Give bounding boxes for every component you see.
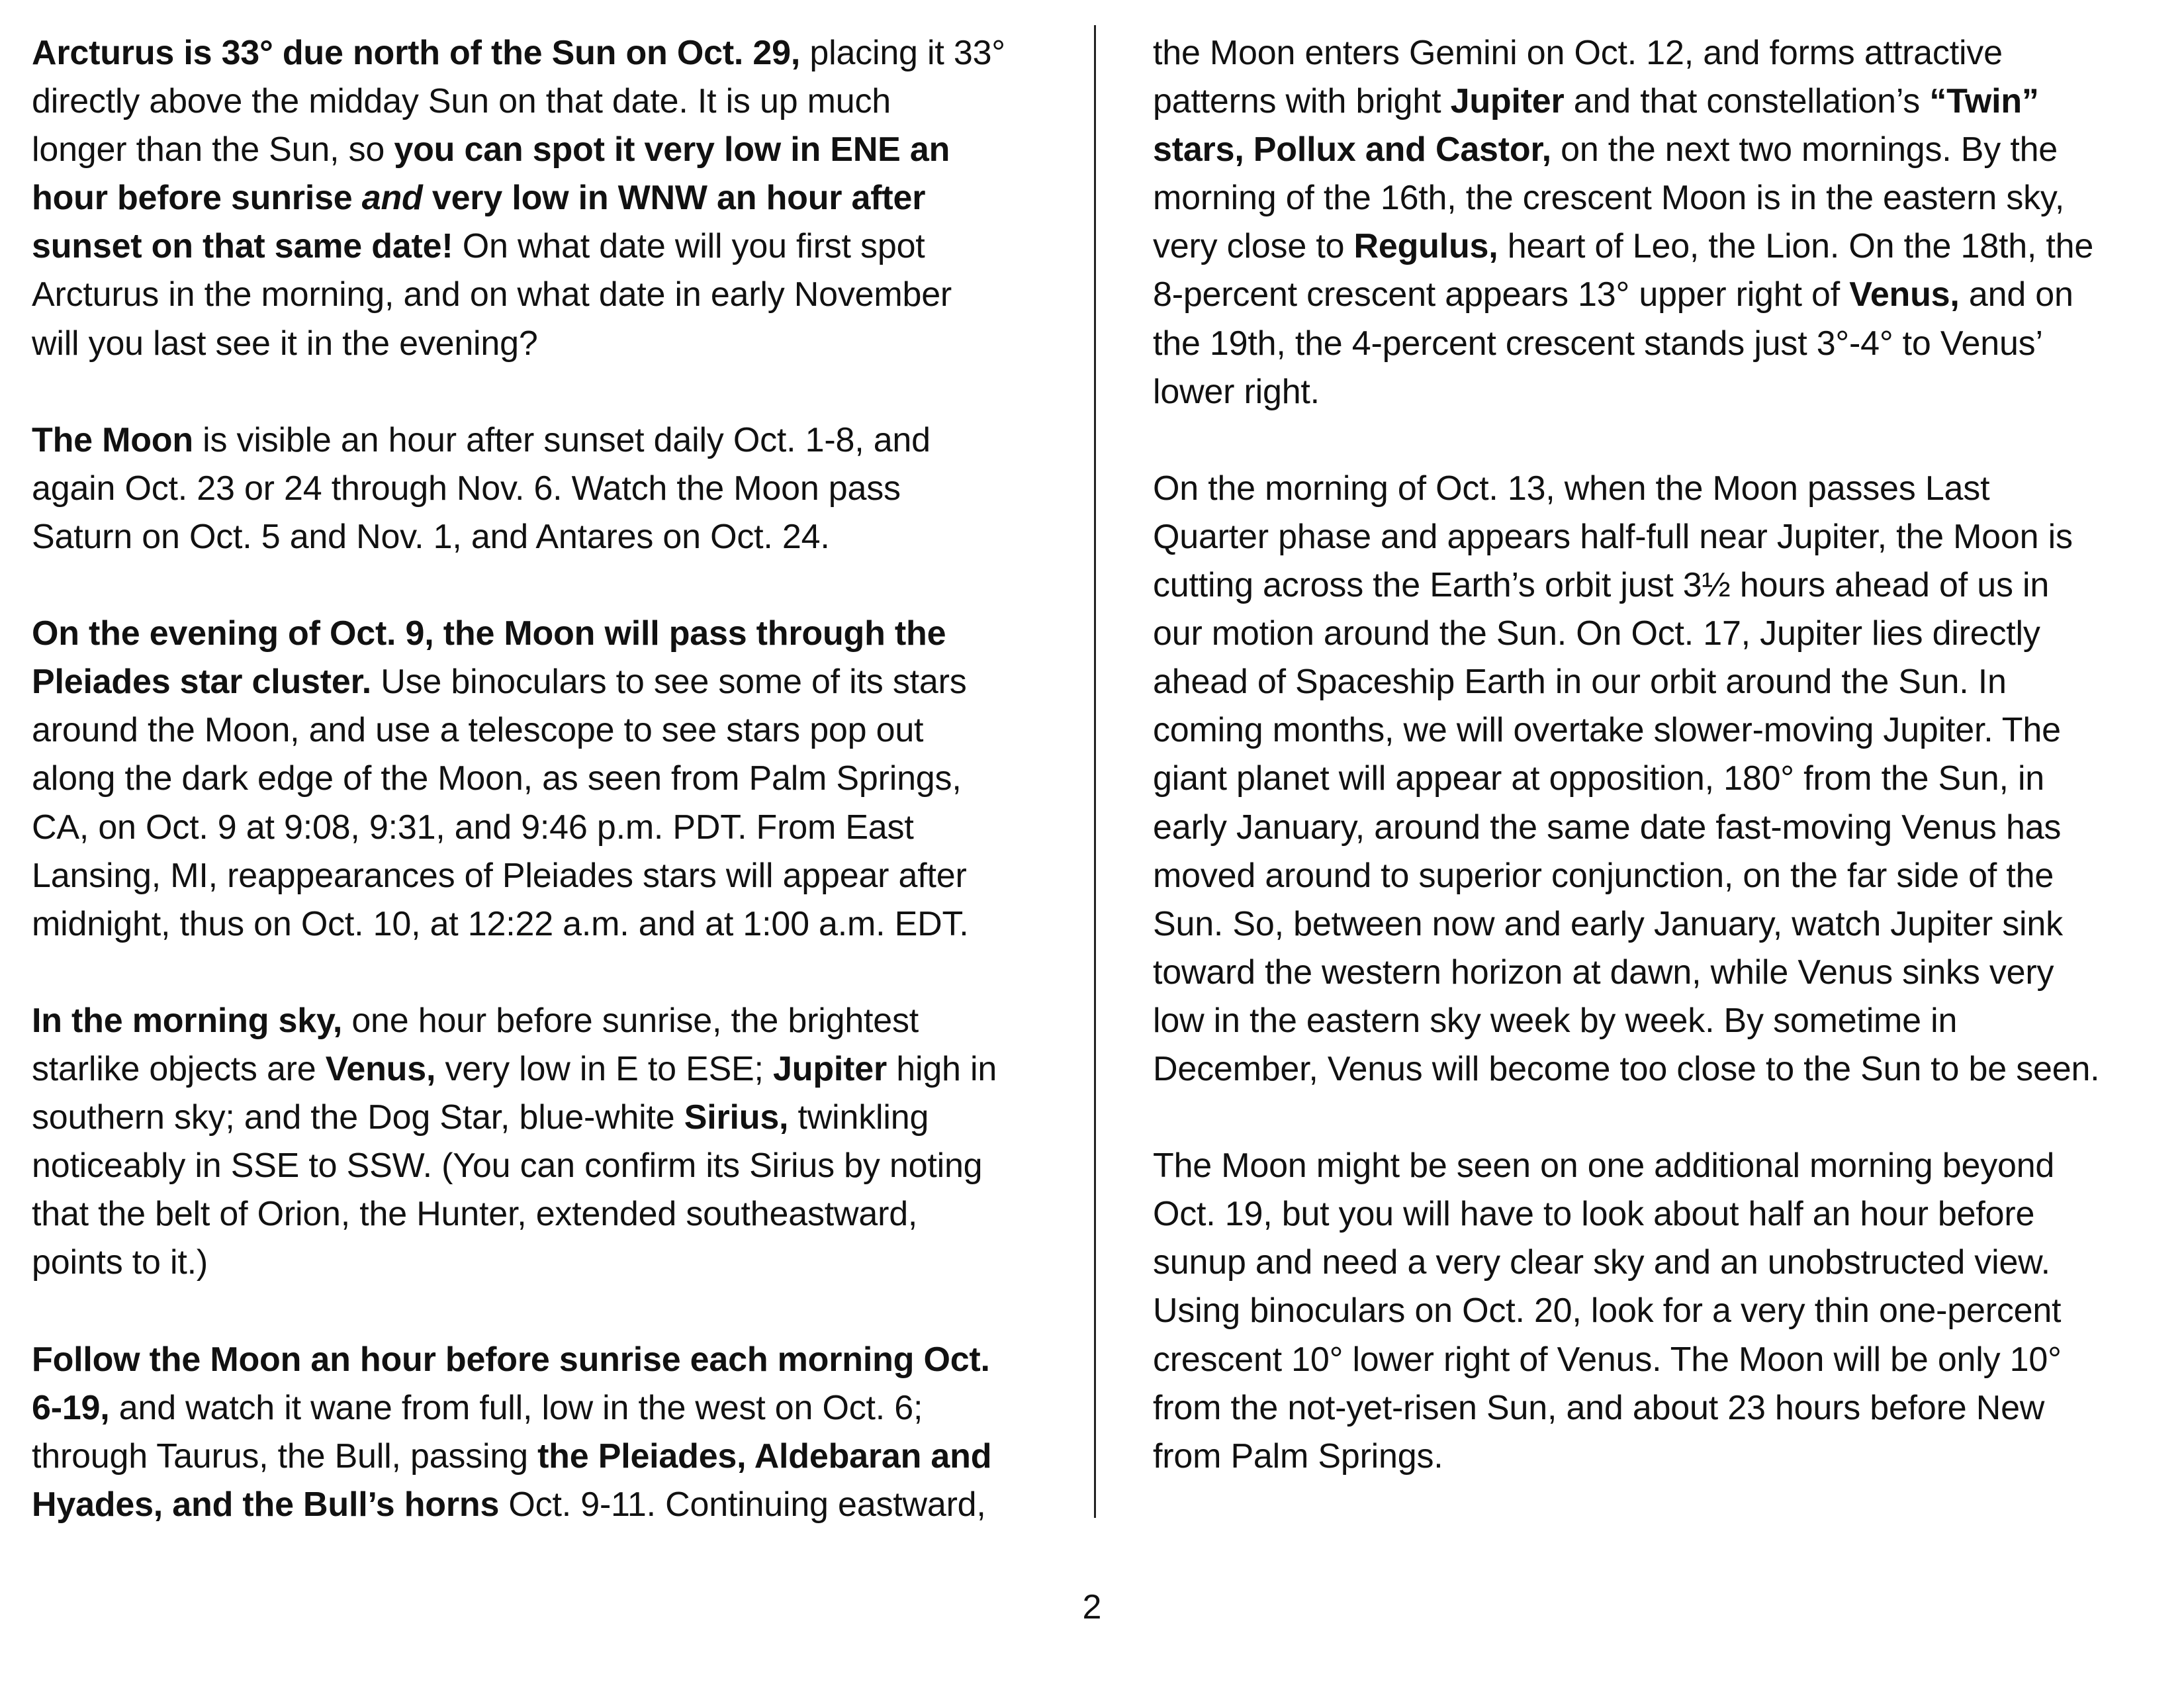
text-run: low in the eastern sky week by week. By sometime in	[1153, 1001, 1958, 1040]
bold-text-run: Arcturus is 33° due north of the Sun on Oct. 29,	[32, 34, 801, 72]
bold-text-run: Follow the Moon an hour before sunrise each morning Oct.	[32, 1340, 990, 1379]
text-line	[32, 610, 1064, 658]
bold-text-run: “Twin”	[1929, 82, 2039, 121]
text-run: Saturn on Oct. 5 and Nov. 1, and Antares on Oct. 24.	[32, 517, 830, 556]
text-line	[1153, 1190, 2172, 1239]
text-line	[32, 1384, 1064, 1432]
bold-text-run: The Moon	[32, 420, 193, 459]
text-line	[1153, 804, 2172, 852]
bold-text-run: the Pleiades, Aldebaran and	[537, 1436, 992, 1476]
text-line	[32, 77, 1064, 126]
paragraph-gap	[32, 949, 1064, 997]
text-run: sunup and need a very clear sky and an unobstructed view.	[1153, 1243, 2050, 1282]
text-run: along the dark edge of the Moon, as seen from Palm Springs,	[32, 759, 962, 798]
text-line	[1153, 852, 2172, 900]
text-run: early January, around the same date fast-moving Venus has	[1153, 808, 2062, 847]
bold-text-run: hour before sunrise	[32, 179, 362, 218]
text-line	[1153, 271, 2172, 319]
text-run: and on	[1959, 275, 2073, 314]
bold-text-run: stars, Pollux and Castor,	[1153, 130, 1551, 169]
bold-text-run: sunset on that same date!	[32, 227, 453, 266]
text-run: midnight, thus on Oct. 10, at 12:22 a.m. and at 1:00 a.m. EDT.	[32, 904, 969, 943]
bold-text-run: On the evening of Oct. 9, the Moon will pass through the	[32, 614, 946, 653]
text-line	[32, 1142, 1064, 1190]
text-run: twinkling	[788, 1098, 929, 1137]
text-run: on the next two mornings. By the	[1551, 130, 2058, 169]
text-run: Sun. So, between now and early January, watch Jupiter sink	[1153, 904, 2063, 943]
text-line	[1153, 1045, 2172, 1094]
right-text-column	[1153, 29, 2172, 1481]
text-run: Using binoculars on Oct. 20, look for a very thin one-percent	[1153, 1291, 2062, 1331]
text-line	[1153, 174, 2172, 222]
text-run: the 19th, the 4-percent crescent stands just 3°-4° to Venus’	[1153, 324, 2043, 363]
text-run: again Oct. 23 or 24 through Nov. 6. Watch the Moon pass	[32, 469, 901, 508]
text-line	[32, 271, 1064, 319]
text-run: coming months, we will overtake slower-moving Jupiter. The	[1153, 711, 2061, 750]
text-run: from the not-yet-risen Sun, and about 23 hours before New	[1153, 1388, 2045, 1427]
text-line	[1153, 561, 2172, 610]
text-line	[1153, 1432, 2172, 1481]
text-line	[1153, 222, 2172, 271]
text-line	[1153, 610, 2172, 658]
text-run: 8-percent crescent appears 13° upper right of	[1153, 275, 1850, 314]
paragraph-gap	[32, 368, 1064, 416]
text-line	[32, 1239, 1064, 1287]
text-run: very low in E to ESE;	[435, 1049, 774, 1088]
text-run: around the Moon, and use a telescope to see stars pop out	[32, 711, 924, 750]
text-line	[32, 658, 1064, 706]
text-line	[1153, 513, 2172, 561]
text-run: moved around to superior conjunction, on the far side of the	[1153, 856, 2054, 895]
text-line	[32, 755, 1064, 803]
text-run: CA, on Oct. 9 at 9:08, 9:31, and 9:46 p.m. PDT. From East	[32, 808, 914, 847]
text-run: Arcturus in the morning, and on what date in early November	[32, 275, 952, 314]
text-line	[32, 222, 1064, 271]
text-run: giant planet will appear at opposition, 180° from the Sun, in	[1153, 759, 2045, 798]
text-run: On what date will you first spot	[453, 227, 925, 266]
text-run: through Taurus, the Bull, passing	[32, 1436, 538, 1476]
text-line	[1153, 368, 2172, 416]
text-line	[32, 852, 1064, 900]
text-line	[32, 1481, 1064, 1529]
text-run: that the belt of Orion, the Hunter, extended southeastward,	[32, 1195, 918, 1234]
text-run: and watch it wane from full, low in the west on Oct. 6;	[109, 1388, 923, 1427]
text-run: ahead of Spaceship Earth in our orbit around the Sun. In	[1153, 663, 2007, 702]
bold-text-run: 6-19,	[32, 1388, 110, 1427]
paragraph-gap	[1153, 1094, 2172, 1142]
text-run: starlike objects are	[32, 1049, 326, 1088]
bold-text-run: Pleiades star cluster.	[32, 663, 372, 702]
bold-text-run: you can spot it very low in ENE an	[394, 130, 950, 169]
text-line	[32, 416, 1064, 465]
text-line	[32, 29, 1064, 77]
text-line	[32, 900, 1064, 949]
text-run: will you last see it in the evening?	[32, 324, 538, 363]
text-line	[1153, 126, 2172, 174]
text-line	[32, 1432, 1064, 1481]
text-run: Use binoculars to see some of its stars	[371, 663, 967, 702]
bold-text-run: Jupiter	[1450, 82, 1565, 121]
text-run: noticeably in SSE to SSW. (You can confirm its Sirius by noting	[32, 1147, 983, 1186]
text-run: lower right.	[1153, 372, 1320, 411]
text-line	[32, 706, 1064, 755]
text-run: longer than the Sun, so	[32, 130, 394, 169]
text-line	[1153, 465, 2172, 513]
text-run: cutting across the Earth’s orbit just 3½ hours ahead of us in	[1153, 566, 2050, 605]
bold-text-run: Jupiter	[773, 1049, 887, 1088]
text-run: heart of Leo, the Lion. On the 18th, the	[1498, 227, 2094, 266]
text-line	[1153, 1336, 2172, 1384]
text-run: Lansing, MI, reappearances of Pleiades stars will appear after	[32, 856, 967, 895]
text-run: our motion around the Sun. On Oct. 17, Jupiter lies directly	[1153, 614, 2040, 653]
text-line	[1153, 1239, 2172, 1287]
text-run: On the morning of Oct. 13, when the Moon passes Last	[1153, 469, 1990, 508]
bold-text-run: very low in WNW an hour after	[422, 179, 926, 218]
bold-text-run: In the morning sky,	[32, 1001, 343, 1040]
text-run: Oct. 9-11. Continuing eastward,	[499, 1485, 986, 1524]
text-line	[1153, 706, 2172, 755]
text-run: toward the western horizon at dawn, while Venus sinks very	[1153, 953, 2054, 992]
text-run: one hour before sunrise, the brightest	[342, 1001, 919, 1040]
paragraph-gap	[32, 1287, 1064, 1335]
text-line	[1153, 997, 2172, 1045]
left-text-column	[32, 29, 1064, 1529]
text-line	[1153, 658, 2172, 706]
text-run: The Moon might be seen on one additional morning beyond	[1153, 1147, 2055, 1186]
text-run: Oct. 19, but you will have to look about half an hour before	[1153, 1195, 2035, 1234]
bold-text-run: Venus,	[325, 1049, 436, 1088]
text-run: the Moon enters Gemini on Oct. 12, and forms attractive	[1153, 34, 2003, 72]
paragraph-gap	[1153, 416, 2172, 465]
text-line	[1153, 77, 2172, 126]
text-line	[32, 1336, 1064, 1384]
text-run: patterns with bright	[1153, 82, 1451, 121]
bold-text-run: Regulus,	[1353, 227, 1498, 266]
text-run: points to it.)	[32, 1243, 208, 1282]
bold-text-run: Hyades, and the Bull’s horns	[32, 1485, 500, 1524]
text-line	[1153, 755, 2172, 803]
bold-text-run: Sirius,	[684, 1098, 789, 1137]
text-run: placing it 33°	[800, 34, 1005, 72]
text-run: Quarter phase and appears half-full near Jupiter, the Moon is	[1153, 517, 2073, 556]
text-line	[1153, 29, 2172, 77]
text-line	[32, 1045, 1064, 1094]
text-line	[1153, 1142, 2172, 1190]
text-run: is visible an hour after sunset daily Oct. 1-8, and	[193, 420, 931, 459]
text-run: directly above the midday Sun on that date. It is up much	[32, 82, 891, 121]
text-run: crescent 10° lower right of Venus. The Moon will be only 10°	[1153, 1340, 2062, 1379]
text-line	[1153, 1287, 2172, 1335]
bold-text-run: Venus,	[1849, 275, 1960, 314]
paragraph-gap	[32, 561, 1064, 610]
text-line	[32, 320, 1064, 368]
text-run: very close to	[1153, 227, 1354, 266]
text-line	[32, 126, 1064, 174]
text-run: morning of the 16th, the crescent Moon is in the eastern sky,	[1153, 179, 2065, 218]
text-line	[32, 513, 1064, 561]
text-line	[32, 997, 1064, 1045]
text-line	[1153, 320, 2172, 368]
text-line	[32, 804, 1064, 852]
text-run: December, Venus will become too close to the Sun to be seen.	[1153, 1049, 2100, 1088]
text-run: high in	[887, 1049, 997, 1088]
page-number: 2	[1082, 1588, 1102, 1626]
text-line	[32, 465, 1064, 513]
column-divider	[1094, 25, 1096, 1518]
text-line	[32, 174, 1064, 222]
text-line	[32, 1094, 1064, 1142]
text-run: and that constellation’s	[1564, 82, 1930, 121]
bold-text-run: and	[361, 179, 423, 218]
text-line	[1153, 949, 2172, 997]
text-run: southern sky; and the Dog Star, blue-white	[32, 1098, 684, 1137]
text-line	[1153, 900, 2172, 949]
text-line	[32, 1190, 1064, 1239]
text-line	[1153, 1384, 2172, 1432]
text-run: from Palm Springs.	[1153, 1436, 1443, 1476]
